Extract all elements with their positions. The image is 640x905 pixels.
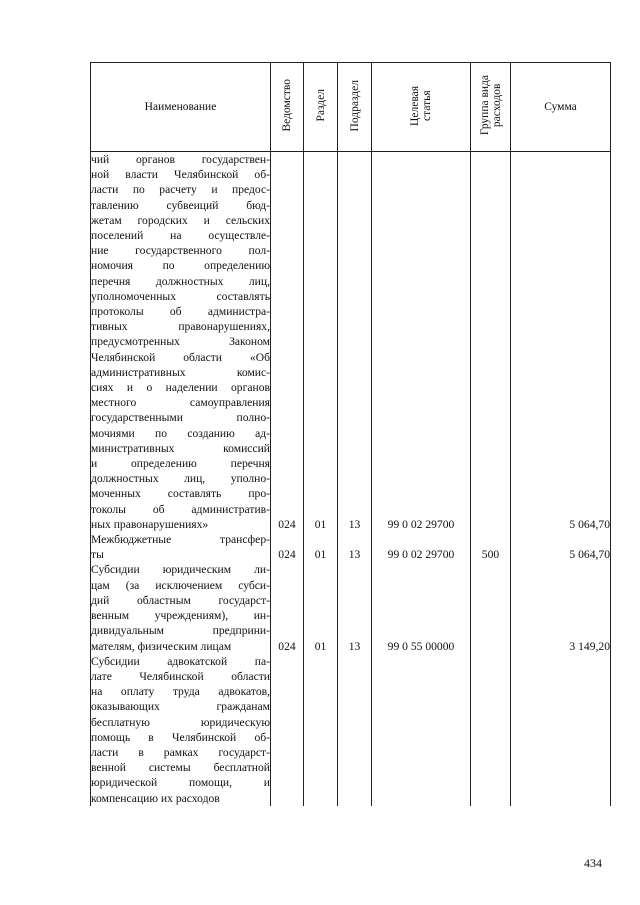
name-line: лате Челябинской области xyxy=(91,669,270,683)
name-line: государственными полно- xyxy=(91,411,270,425)
name-line: моченных составлять про- xyxy=(91,487,270,501)
row-group xyxy=(471,152,511,533)
row-section: 01 xyxy=(304,152,338,533)
row-subsection: 13 xyxy=(338,152,372,533)
header-target: Целевая статья xyxy=(372,63,471,152)
name-line: ных правонарушениях» xyxy=(91,517,209,531)
row-dept xyxy=(271,654,304,806)
row-target: 99 0 02 29700 xyxy=(372,532,471,562)
row-name xyxy=(91,152,271,533)
row-dept: 024 xyxy=(271,562,304,653)
row-subsection: 13 xyxy=(338,562,372,653)
name-line: на оплату труда адвокатов, xyxy=(91,685,270,699)
name-line: венным учреждениям), ин- xyxy=(91,609,270,623)
name-line: Межбюджетные трансфер- xyxy=(91,533,270,547)
name-line: должностных лиц, уполно- xyxy=(91,472,270,486)
row-target: 99 0 02 29700 xyxy=(372,152,471,533)
name-line: тавлению субвеиций бюд- xyxy=(91,198,270,212)
row-name xyxy=(91,562,271,653)
name-line: Субсидии адвокатской па- xyxy=(91,654,270,668)
name-line: ние государственного пол- xyxy=(91,244,270,258)
table-row xyxy=(91,152,611,533)
row-dept: 024 xyxy=(271,532,304,562)
name-line: местного самоуправления xyxy=(91,396,270,410)
name-line: сиях и о наделении органов xyxy=(91,381,270,395)
row-sum: 3 149,20 xyxy=(511,562,611,653)
name-line: номочия по определению xyxy=(91,259,270,273)
name-line: мочиями по созданию ад- xyxy=(91,426,270,440)
name-line: Субсидии юридическим ли- xyxy=(91,563,270,577)
row-section xyxy=(304,654,338,806)
table-row xyxy=(91,532,611,562)
page-number: 434 xyxy=(584,856,602,870)
name-line: помощь в Челябинской об- xyxy=(91,730,270,744)
name-line: ной власти Челябинской об- xyxy=(91,168,270,182)
name-line: ласти в рамках государст- xyxy=(91,745,270,759)
row-group xyxy=(471,562,511,653)
table-header-row xyxy=(91,63,611,152)
name-line: компенсацию их расходов xyxy=(91,791,220,805)
header-sum: Сумма xyxy=(511,63,611,152)
name-line: юридической помощи, и xyxy=(91,776,270,790)
name-line: предусмотренных Законом xyxy=(91,335,270,349)
table-row xyxy=(91,654,611,806)
name-line: мателям, физическим лицам xyxy=(91,639,232,653)
name-line: дивидуальным предприни- xyxy=(91,624,270,638)
name-line: ласти по расчету и предос- xyxy=(91,183,270,197)
name-line: административных комис- xyxy=(91,365,270,379)
header-dept: Ведомство xyxy=(271,63,304,152)
row-group xyxy=(471,654,511,806)
name-line: перечня должностных лиц, xyxy=(91,274,270,288)
name-line: Челябинской области «Об xyxy=(91,350,270,364)
name-line: венной системы бесплатной xyxy=(91,761,270,775)
row-sum: 5 064,70 xyxy=(511,532,611,562)
name-line: протоколы об администра- xyxy=(91,305,270,319)
row-name xyxy=(91,532,271,562)
row-subsection xyxy=(338,654,372,806)
name-line: и определению перечня xyxy=(91,457,270,471)
name-line: министративных комиссий xyxy=(91,441,270,455)
row-section: 01 xyxy=(304,532,338,562)
budget-table xyxy=(90,62,611,806)
row-dept: 024 xyxy=(271,152,304,533)
name-line: оказывающих гражданам xyxy=(91,700,270,714)
row-target xyxy=(372,654,471,806)
name-line: жетам городских и сельских xyxy=(91,213,270,227)
name-line: ты xyxy=(91,548,104,562)
table-row xyxy=(91,562,611,653)
name-line: уполномоченных составлять xyxy=(91,289,270,303)
name-line: токолы об административ- xyxy=(91,502,270,516)
name-line: цам (за исключением субси- xyxy=(91,578,270,592)
name-line: тивных правонарушениях, xyxy=(91,320,270,334)
name-line: дий областным государст- xyxy=(91,593,270,607)
row-target: 99 0 55 00000 xyxy=(372,562,471,653)
name-line: чий органов государствен- xyxy=(91,153,270,166)
row-subsection: 13 xyxy=(338,532,372,562)
row-sum: 5 064,70 xyxy=(511,152,611,533)
row-name xyxy=(91,654,271,806)
header-group: Группа вида расходов xyxy=(471,63,511,152)
header-subsection: Подраздел xyxy=(338,63,372,152)
name-line: бесплатную юридическую xyxy=(91,715,270,729)
name-line: поселений на осуществле- xyxy=(91,229,270,243)
row-section: 01 xyxy=(304,562,338,653)
row-group: 500 xyxy=(471,532,511,562)
header-section: Раздел xyxy=(304,63,338,152)
header-name: Наименование xyxy=(91,63,271,152)
row-sum xyxy=(511,654,611,806)
